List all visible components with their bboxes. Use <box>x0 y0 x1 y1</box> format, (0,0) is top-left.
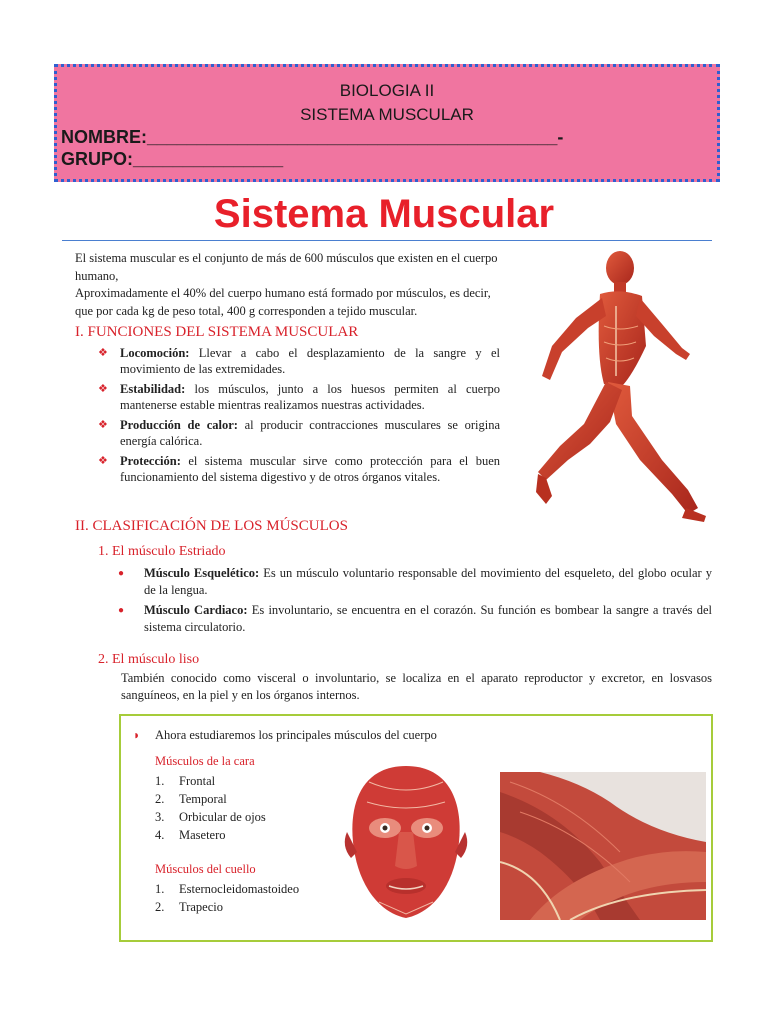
unit-title: SISTEMA MUSCULAR <box>300 105 474 124</box>
item-label: Temporal <box>179 792 227 806</box>
course-title: BIOLOGIA II <box>339 81 435 100</box>
item-text: Llevar a cabo el desplazamiento de la sangre y el movimiento de las extremidades. <box>120 346 500 376</box>
list-item <box>155 808 266 826</box>
item-term: Músculo Cardiaco: <box>144 603 248 617</box>
item-number: 2. <box>155 900 165 914</box>
item-term: Estabilidad: <box>120 382 186 396</box>
list-item <box>155 898 299 916</box>
cara-list <box>155 772 266 844</box>
item-term: Músculo Esquelético: <box>144 566 260 580</box>
list-item <box>155 772 266 790</box>
item-label: Trapecio <box>179 900 223 914</box>
list-item <box>98 454 500 485</box>
cuello-heading: Músculos del cuello <box>155 862 256 876</box>
subheading-estriado: 1. El músculo Estriado <box>98 544 226 559</box>
arrow-bullet-icon: ◗ <box>133 728 141 742</box>
item-number: 1. <box>155 882 165 896</box>
item-text: Es un músculo voluntario responsable del movimiento del esqueleto, del globo ocular y de la lengua. <box>144 566 712 597</box>
item-number: 3. <box>155 810 165 824</box>
list-item <box>155 880 299 898</box>
page-title: Sistema Muscular <box>213 192 555 236</box>
list-item <box>98 382 500 413</box>
list-item <box>155 826 266 844</box>
section-funciones-heading: I. FUNCIONES DEL SISTEMA MUSCULAR <box>75 324 359 340</box>
round-bullet-icon: ● <box>118 568 125 579</box>
intro-text <box>75 250 499 320</box>
item-text: los músculos, junto a los huesos permiten al cuerpo mantenerse estable mientras realizamos nuestras actividades. <box>120 382 500 412</box>
item-term: Protección: <box>120 454 181 468</box>
subheading-liso: 2. El músculo liso <box>98 652 200 667</box>
section-clasificacion-heading: II. CLASIFICACIÓN DE LOS MÚSCULOS <box>75 518 348 534</box>
item-number: 2. <box>155 792 165 806</box>
item-label: Frontal <box>179 774 216 788</box>
item-text: Es involuntario, se encuentra en el corazón. Su función es bombear la sangre a través del sistema circulatorio. <box>144 603 712 634</box>
cara-heading: Músculos de la cara <box>155 754 255 768</box>
item-text: al producir contracciones musculares se origina energía calórica. <box>120 418 500 448</box>
diamond-bullet-icon: ❖ <box>98 383 108 395</box>
intro-paragraph-1: El sistema muscular es el conjunto de más de 600 músculos que existen en el cuerpo humano, <box>75 251 498 283</box>
header-box <box>54 64 720 182</box>
list-item <box>98 346 500 377</box>
item-label: Esternocleidomastoideo <box>179 882 300 896</box>
facial-muscles-illustration <box>339 762 473 922</box>
item-label: Orbicular de ojos <box>179 810 266 824</box>
item-number: 4. <box>155 828 165 842</box>
diamond-bullet-icon: ❖ <box>98 347 108 359</box>
funciones-list <box>98 346 500 490</box>
box-intro: Ahora estudiaremos los principales músculos del cuerpo <box>155 728 437 742</box>
list-item <box>98 418 500 449</box>
item-number: 1. <box>155 774 165 788</box>
item-term: Locomoción: <box>120 346 190 360</box>
item-term: Producción de calor: <box>120 418 238 432</box>
muscular-runner-illustration <box>512 246 712 536</box>
neck-muscles-illustration <box>500 772 706 920</box>
list-item <box>118 602 712 636</box>
title-divider <box>62 240 712 241</box>
item-label: Masetero <box>179 828 226 842</box>
diamond-bullet-icon: ❖ <box>98 419 108 431</box>
diamond-bullet-icon: ❖ <box>98 455 108 467</box>
item-text: el sistema muscular sirve como protección para el buen funcionamiento del sistema digestivo y de otros órganos vitales. <box>120 454 500 484</box>
intro-paragraph-2: Aproximadamente el 40% del cuerpo humano está formado por músculos, es decir, que por cada kg de peso total, 400 g corresponden a tejido muscular. <box>75 286 491 318</box>
list-item <box>118 565 712 599</box>
cuello-list <box>155 880 299 916</box>
nombre-field[interactable]: NOMBRE:_________________________________________- <box>61 127 564 147</box>
liso-text: También conocido como visceral o involuntario, se localiza en el aparato reproductor y excretor, en losvasos sanguíneos, en la piel y en los órganos internos. <box>121 671 712 702</box>
estriado-list <box>118 565 712 639</box>
grupo-field[interactable]: GRUPO:_______________ <box>61 149 284 169</box>
list-item <box>155 790 266 808</box>
muscles-box <box>119 714 713 942</box>
round-bullet-icon: ● <box>118 605 125 616</box>
